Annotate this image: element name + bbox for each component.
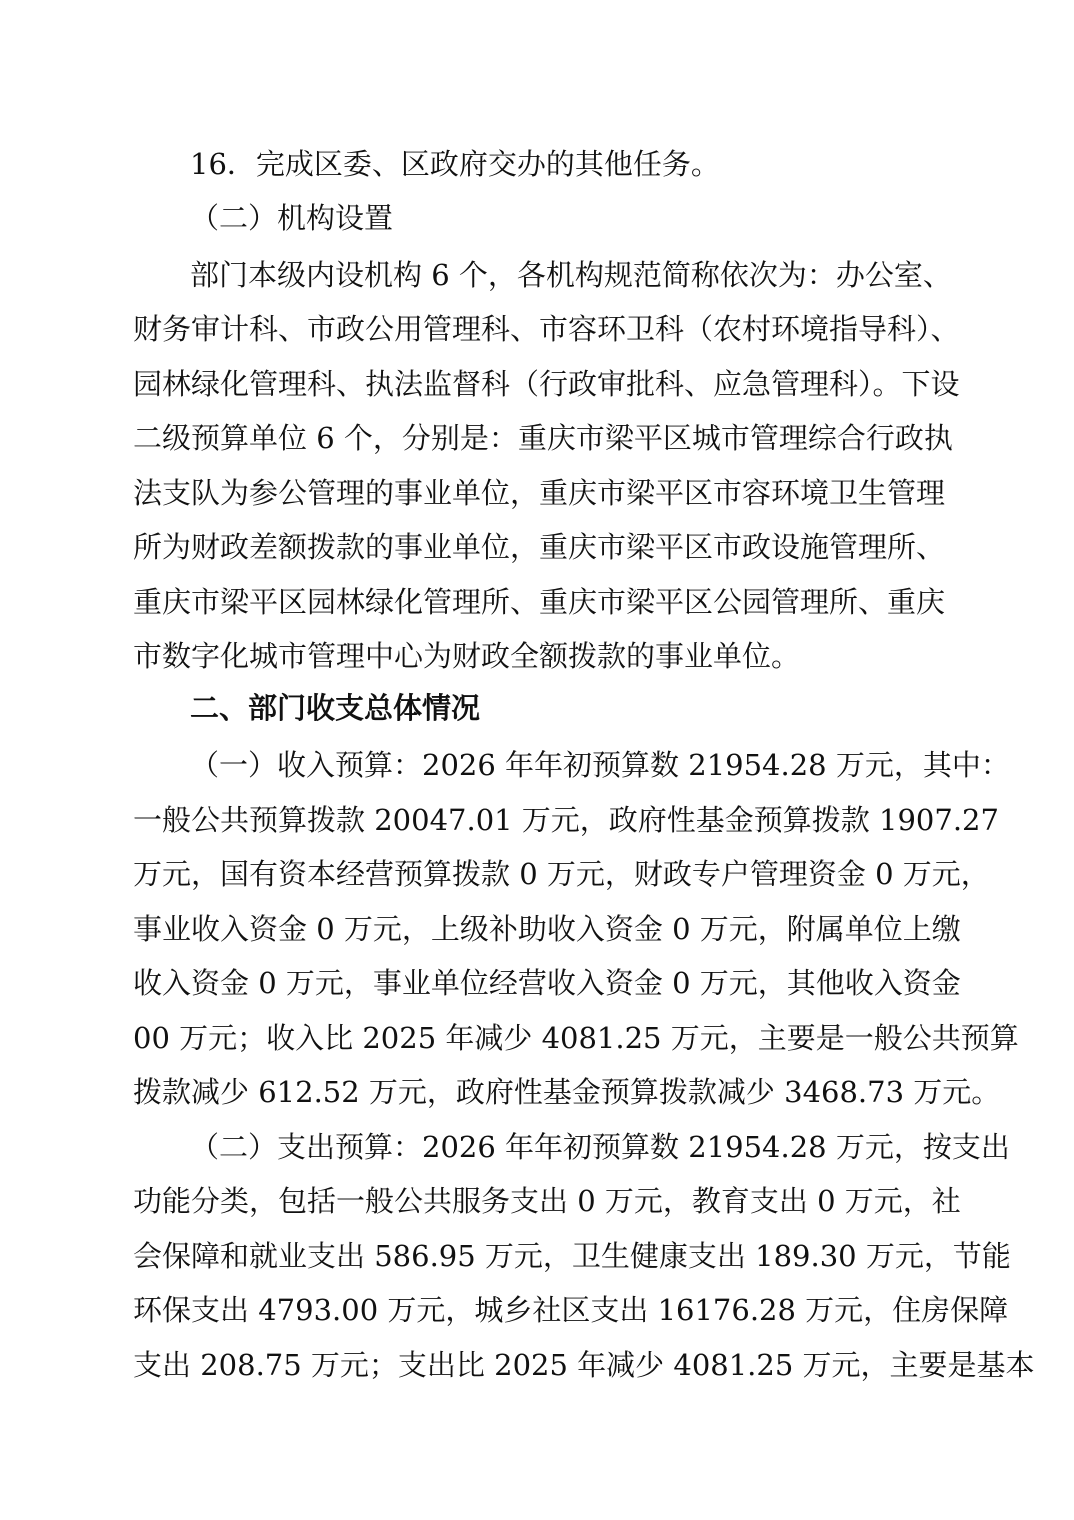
- paragraph-line: 所为财政差额拨款的事业单位，重庆市梁平区市政设施管理所、: [133, 530, 946, 564]
- paragraph-line: 会保障和就业支出 586.95 万元，卫生健康支出 189.30 万元，节能: [133, 1239, 1011, 1273]
- paragraph-line: 市数字化城市管理中心为财政全额拨款的事业单位。: [133, 639, 801, 673]
- paragraph-line: 环保支出 4793.00 万元，城乡社区支出 16176.28 万元，住房保障: [133, 1293, 1009, 1327]
- paragraph-line: 一般公共预算拨款 20047.01 万元，政府性基金预算拨款 1907.27: [133, 803, 999, 837]
- paragraph-line: 法支队为参公管理的事业单位，重庆市梁平区市容环境卫生管理: [133, 476, 946, 510]
- paragraph-line: 二级预算单位 6 个，分别是：重庆市梁平区城市管理综合行政执: [133, 421, 953, 455]
- paragraph-line: 支出 208.75 万元；支出比 2025 年减少 4081.25 万元，主要是基本: [133, 1348, 1035, 1382]
- paragraph-line: 重庆市梁平区园林绿化管理所、重庆市梁平区公园管理所、重庆: [133, 585, 946, 619]
- paragraph-line: 事业收入资金 0 万元，上级补助收入资金 0 万元，附属单位上缴: [133, 912, 961, 946]
- paragraph-line: （一）收入预算：2026 年年初预算数 21954.28 万元，其中：: [190, 748, 1010, 782]
- paragraph-line: 部门本级内设机构 6 个，各机构规范简称依次为：办公室、: [190, 258, 952, 292]
- paragraph-line: 拨款减少 612.52 万元，政府性基金预算拨款减少 3468.73 万元。: [133, 1075, 1001, 1109]
- section-heading-institution: （二）机构设置: [190, 201, 394, 235]
- paragraph-line: （二）支出预算：2026 年年初预算数 21954.28 万元，按支出: [190, 1130, 1010, 1164]
- section-heading-budget-overview: 二、部门收支总体情况: [190, 691, 481, 725]
- paragraph-line: 收入资金 0 万元，事业单位经营收入资金 0 万元，其他收入资金: [133, 966, 961, 1000]
- paragraph-line: 00 万元；收入比 2025 年减少 4081.25 万元，主要是一般公共预算: [133, 1021, 1019, 1055]
- paragraph-line: 万元，国有资本经营预算拨款 0 万元，财政专户管理资金 0 万元，: [133, 857, 990, 891]
- paragraph-task-16: 16．完成区委、区政府交办的其他任务。: [190, 147, 720, 181]
- paragraph-line: 园林绿化管理科、执法监督科（行政审批科、应急管理科）。下设: [133, 367, 960, 401]
- paragraph-line: 功能分类，包括一般公共服务支出 0 万元，教育支出 0 万元，社: [133, 1184, 961, 1218]
- paragraph-line: 财务审计科、市政公用管理科、市容环卫科（农村环境指导科）、: [133, 312, 960, 346]
